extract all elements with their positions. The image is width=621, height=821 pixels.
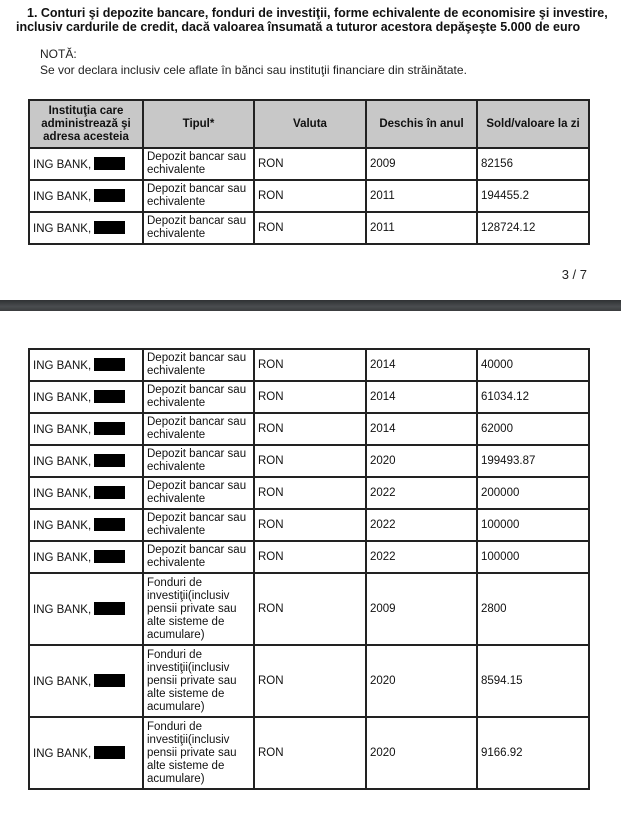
accounts-table-page1	[28, 99, 590, 245]
cell-balance-text: 2800	[481, 602, 507, 615]
note	[40, 46, 467, 78]
cell-type-text: Fonduri de investiţii(inclusiv pensii private sau alte sisteme de acumulare)	[147, 720, 237, 785]
cell-year	[366, 477, 477, 509]
cell-type	[143, 509, 254, 541]
redacted-address	[94, 674, 125, 687]
cell-balance-text: 128724.12	[481, 221, 536, 234]
cell-currency	[254, 541, 366, 573]
cell-year-text: 2011	[370, 221, 395, 234]
cell-year	[366, 212, 477, 244]
cell-institution	[29, 445, 143, 477]
cell-type	[143, 349, 254, 381]
page-indicator: 3 / 7	[561, 267, 587, 282]
header-institution: Instituţia care administrează şi adresa acesteia	[29, 100, 143, 148]
table-row	[29, 445, 589, 477]
table-row	[29, 349, 589, 381]
cell-institution-text: ING BANK,	[33, 675, 92, 688]
cell-type	[143, 381, 254, 413]
cell-balance-text: 62000	[481, 422, 513, 435]
cell-currency-text: RON	[258, 390, 284, 403]
cell-year	[366, 381, 477, 413]
cell-type-text: Depozit bancar sau echivalente	[147, 544, 247, 569]
page-separator	[0, 300, 621, 311]
table-row	[29, 477, 589, 509]
redacted-address	[94, 518, 125, 531]
section-title-line2: inclusiv cardurile de credit, dacă valoarea însumată a tuturor acestora depăşeşte 5.000 de euro	[16, 20, 581, 34]
cell-currency	[254, 212, 366, 244]
cell-currency	[254, 148, 366, 180]
cell-currency-text: RON	[258, 422, 284, 435]
cell-type-text: Depozit bancar sau echivalente	[147, 151, 247, 176]
cell-institution-text: ING BANK,	[33, 222, 92, 235]
table-row	[29, 717, 589, 789]
cell-type-text: Depozit bancar sau echivalente	[147, 215, 247, 240]
cell-institution	[29, 477, 143, 509]
cell-type	[143, 180, 254, 212]
cell-currency-text: RON	[258, 550, 284, 563]
cell-type	[143, 445, 254, 477]
cell-balance	[477, 212, 589, 244]
cell-type-text: Depozit bancar sau echivalente	[147, 480, 247, 505]
cell-balance-text: 200000	[481, 486, 520, 499]
cell-year	[366, 148, 477, 180]
cell-institution	[29, 381, 143, 413]
cell-year	[366, 645, 477, 717]
cell-institution-text: ING BANK,	[33, 455, 92, 468]
cell-type	[143, 212, 254, 244]
cell-year-text: 2011	[370, 189, 395, 202]
accounts-table-page2	[28, 348, 590, 790]
cell-currency-text: RON	[258, 518, 284, 531]
table-row	[29, 148, 589, 180]
cell-type-text: Depozit bancar sau echivalente	[147, 384, 247, 409]
cell-type-text: Fonduri de investiţii(inclusiv pensii private sau alte sisteme de acumulare)	[147, 648, 237, 713]
redacted-address	[94, 157, 125, 170]
header-currency: Valuta	[254, 100, 366, 148]
note-label: NOTĂ:	[40, 47, 77, 61]
cell-year	[366, 717, 477, 789]
cell-year-text: 2020	[370, 674, 396, 687]
cell-balance	[477, 477, 589, 509]
cell-year-text: 2022	[370, 550, 396, 563]
cell-type-text: Depozit bancar sau echivalente	[147, 416, 247, 441]
cell-currency-text: RON	[258, 674, 284, 687]
cell-institution	[29, 541, 143, 573]
cell-currency	[254, 413, 366, 445]
cell-type	[143, 717, 254, 789]
table-row	[29, 381, 589, 413]
cell-balance-text: 199493.87	[481, 454, 536, 467]
cell-institution	[29, 212, 143, 244]
cell-year-text: 2009	[370, 602, 396, 615]
cell-institution-text: ING BANK,	[33, 359, 92, 372]
table-row	[29, 413, 589, 445]
cell-balance	[477, 381, 589, 413]
cell-currency-text: RON	[258, 189, 284, 202]
cell-institution	[29, 509, 143, 541]
redacted-address	[94, 746, 125, 759]
cell-type	[143, 413, 254, 445]
cell-institution	[29, 180, 143, 212]
cell-institution-text: ING BANK,	[33, 423, 92, 436]
cell-currency	[254, 509, 366, 541]
table-body-page1	[29, 148, 589, 244]
cell-balance-text: 100000	[481, 518, 520, 531]
cell-currency	[254, 645, 366, 717]
cell-balance-text: 8594.15	[481, 674, 523, 687]
cell-type-text: Depozit bancar sau echivalente	[147, 448, 247, 473]
cell-year-text: 2014	[370, 358, 396, 371]
cell-balance-text: 82156	[481, 157, 513, 170]
redacted-address	[94, 189, 125, 202]
table-row	[29, 645, 589, 717]
cell-year-text: 2014	[370, 422, 396, 435]
cell-balance	[477, 645, 589, 717]
table-row	[29, 541, 589, 573]
cell-institution-text: ING BANK,	[33, 190, 92, 203]
table-body-page2	[29, 349, 589, 789]
cell-institution	[29, 413, 143, 445]
cell-type	[143, 541, 254, 573]
cell-balance	[477, 573, 589, 645]
cell-institution-text: ING BANK,	[33, 551, 92, 564]
cell-currency	[254, 445, 366, 477]
cell-year-text: 2009	[370, 157, 396, 170]
table-row	[29, 573, 589, 645]
cell-year	[366, 349, 477, 381]
cell-year-text: 2022	[370, 518, 396, 531]
cell-balance	[477, 180, 589, 212]
cell-institution-text: ING BANK,	[33, 391, 92, 404]
cell-balance	[477, 717, 589, 789]
cell-year	[366, 509, 477, 541]
redacted-address	[94, 454, 125, 467]
cell-currency	[254, 349, 366, 381]
cell-year	[366, 445, 477, 477]
cell-year-text: 2020	[370, 454, 396, 467]
note-text: Se vor declara inclusiv cele aflate în bănci sau instituţii financiare din străinătate.	[40, 63, 467, 77]
cell-institution	[29, 349, 143, 381]
cell-type	[143, 148, 254, 180]
cell-balance	[477, 541, 589, 573]
cell-currency-text: RON	[258, 486, 284, 499]
cell-currency-text: RON	[258, 602, 284, 615]
cell-balance	[477, 413, 589, 445]
cell-institution-text: ING BANK,	[33, 158, 92, 171]
cell-balance-text: 100000	[481, 550, 520, 563]
redacted-address	[94, 422, 125, 435]
cell-currency	[254, 717, 366, 789]
section-title-line1: 1. Conturi şi depozite bancare, fonduri de investiţii, forme echivalente de economisire şi investire,	[27, 6, 608, 20]
cell-institution	[29, 645, 143, 717]
cell-type	[143, 573, 254, 645]
cell-institution	[29, 573, 143, 645]
cell-currency-text: RON	[258, 221, 284, 234]
cell-year	[366, 180, 477, 212]
cell-currency	[254, 180, 366, 212]
cell-institution	[29, 717, 143, 789]
cell-year	[366, 413, 477, 445]
cell-currency-text: RON	[258, 454, 284, 467]
redacted-address	[94, 221, 125, 234]
redacted-address	[94, 358, 125, 371]
cell-balance-text: 61034.12	[481, 390, 529, 403]
cell-type-text: Depozit bancar sau echivalente	[147, 183, 247, 208]
header-type: Tipul*	[143, 100, 254, 148]
table-row	[29, 212, 589, 244]
header-balance: Sold/valoare la zi	[477, 100, 589, 148]
redacted-address	[94, 486, 125, 499]
cell-year-text: 2014	[370, 390, 396, 403]
cell-type-text: Depozit bancar sau echivalente	[147, 512, 247, 537]
cell-type-text: Depozit bancar sau echivalente	[147, 352, 247, 377]
cell-type	[143, 477, 254, 509]
table-row	[29, 180, 589, 212]
cell-balance-text: 9166.92	[481, 746, 523, 759]
table-header-row	[29, 100, 589, 148]
cell-currency	[254, 381, 366, 413]
cell-balance-text: 194455.2	[481, 189, 529, 202]
cell-balance	[477, 148, 589, 180]
cell-currency-text: RON	[258, 746, 284, 759]
header-year: Deschis în anul	[366, 100, 477, 148]
cell-year-text: 2022	[370, 486, 396, 499]
cell-year-text: 2020	[370, 746, 396, 759]
cell-balance	[477, 445, 589, 477]
cell-institution	[29, 148, 143, 180]
redacted-address	[94, 390, 125, 403]
redacted-address	[94, 550, 125, 563]
cell-institution-text: ING BANK,	[33, 487, 92, 500]
cell-currency-text: RON	[258, 157, 284, 170]
section-title	[16, 6, 616, 34]
cell-currency	[254, 573, 366, 645]
cell-balance-text: 40000	[481, 358, 513, 371]
cell-balance	[477, 509, 589, 541]
cell-institution-text: ING BANK,	[33, 747, 92, 760]
cell-institution-text: ING BANK,	[33, 519, 92, 532]
table-row	[29, 509, 589, 541]
cell-type-text: Fonduri de investiţii(inclusiv pensii private sau alte sisteme de acumulare)	[147, 576, 237, 641]
cell-year	[366, 541, 477, 573]
cell-institution-text: ING BANK,	[33, 603, 92, 616]
cell-year	[366, 573, 477, 645]
cell-type	[143, 645, 254, 717]
cell-currency	[254, 477, 366, 509]
redacted-address	[94, 602, 125, 615]
cell-currency-text: RON	[258, 358, 284, 371]
cell-balance	[477, 349, 589, 381]
